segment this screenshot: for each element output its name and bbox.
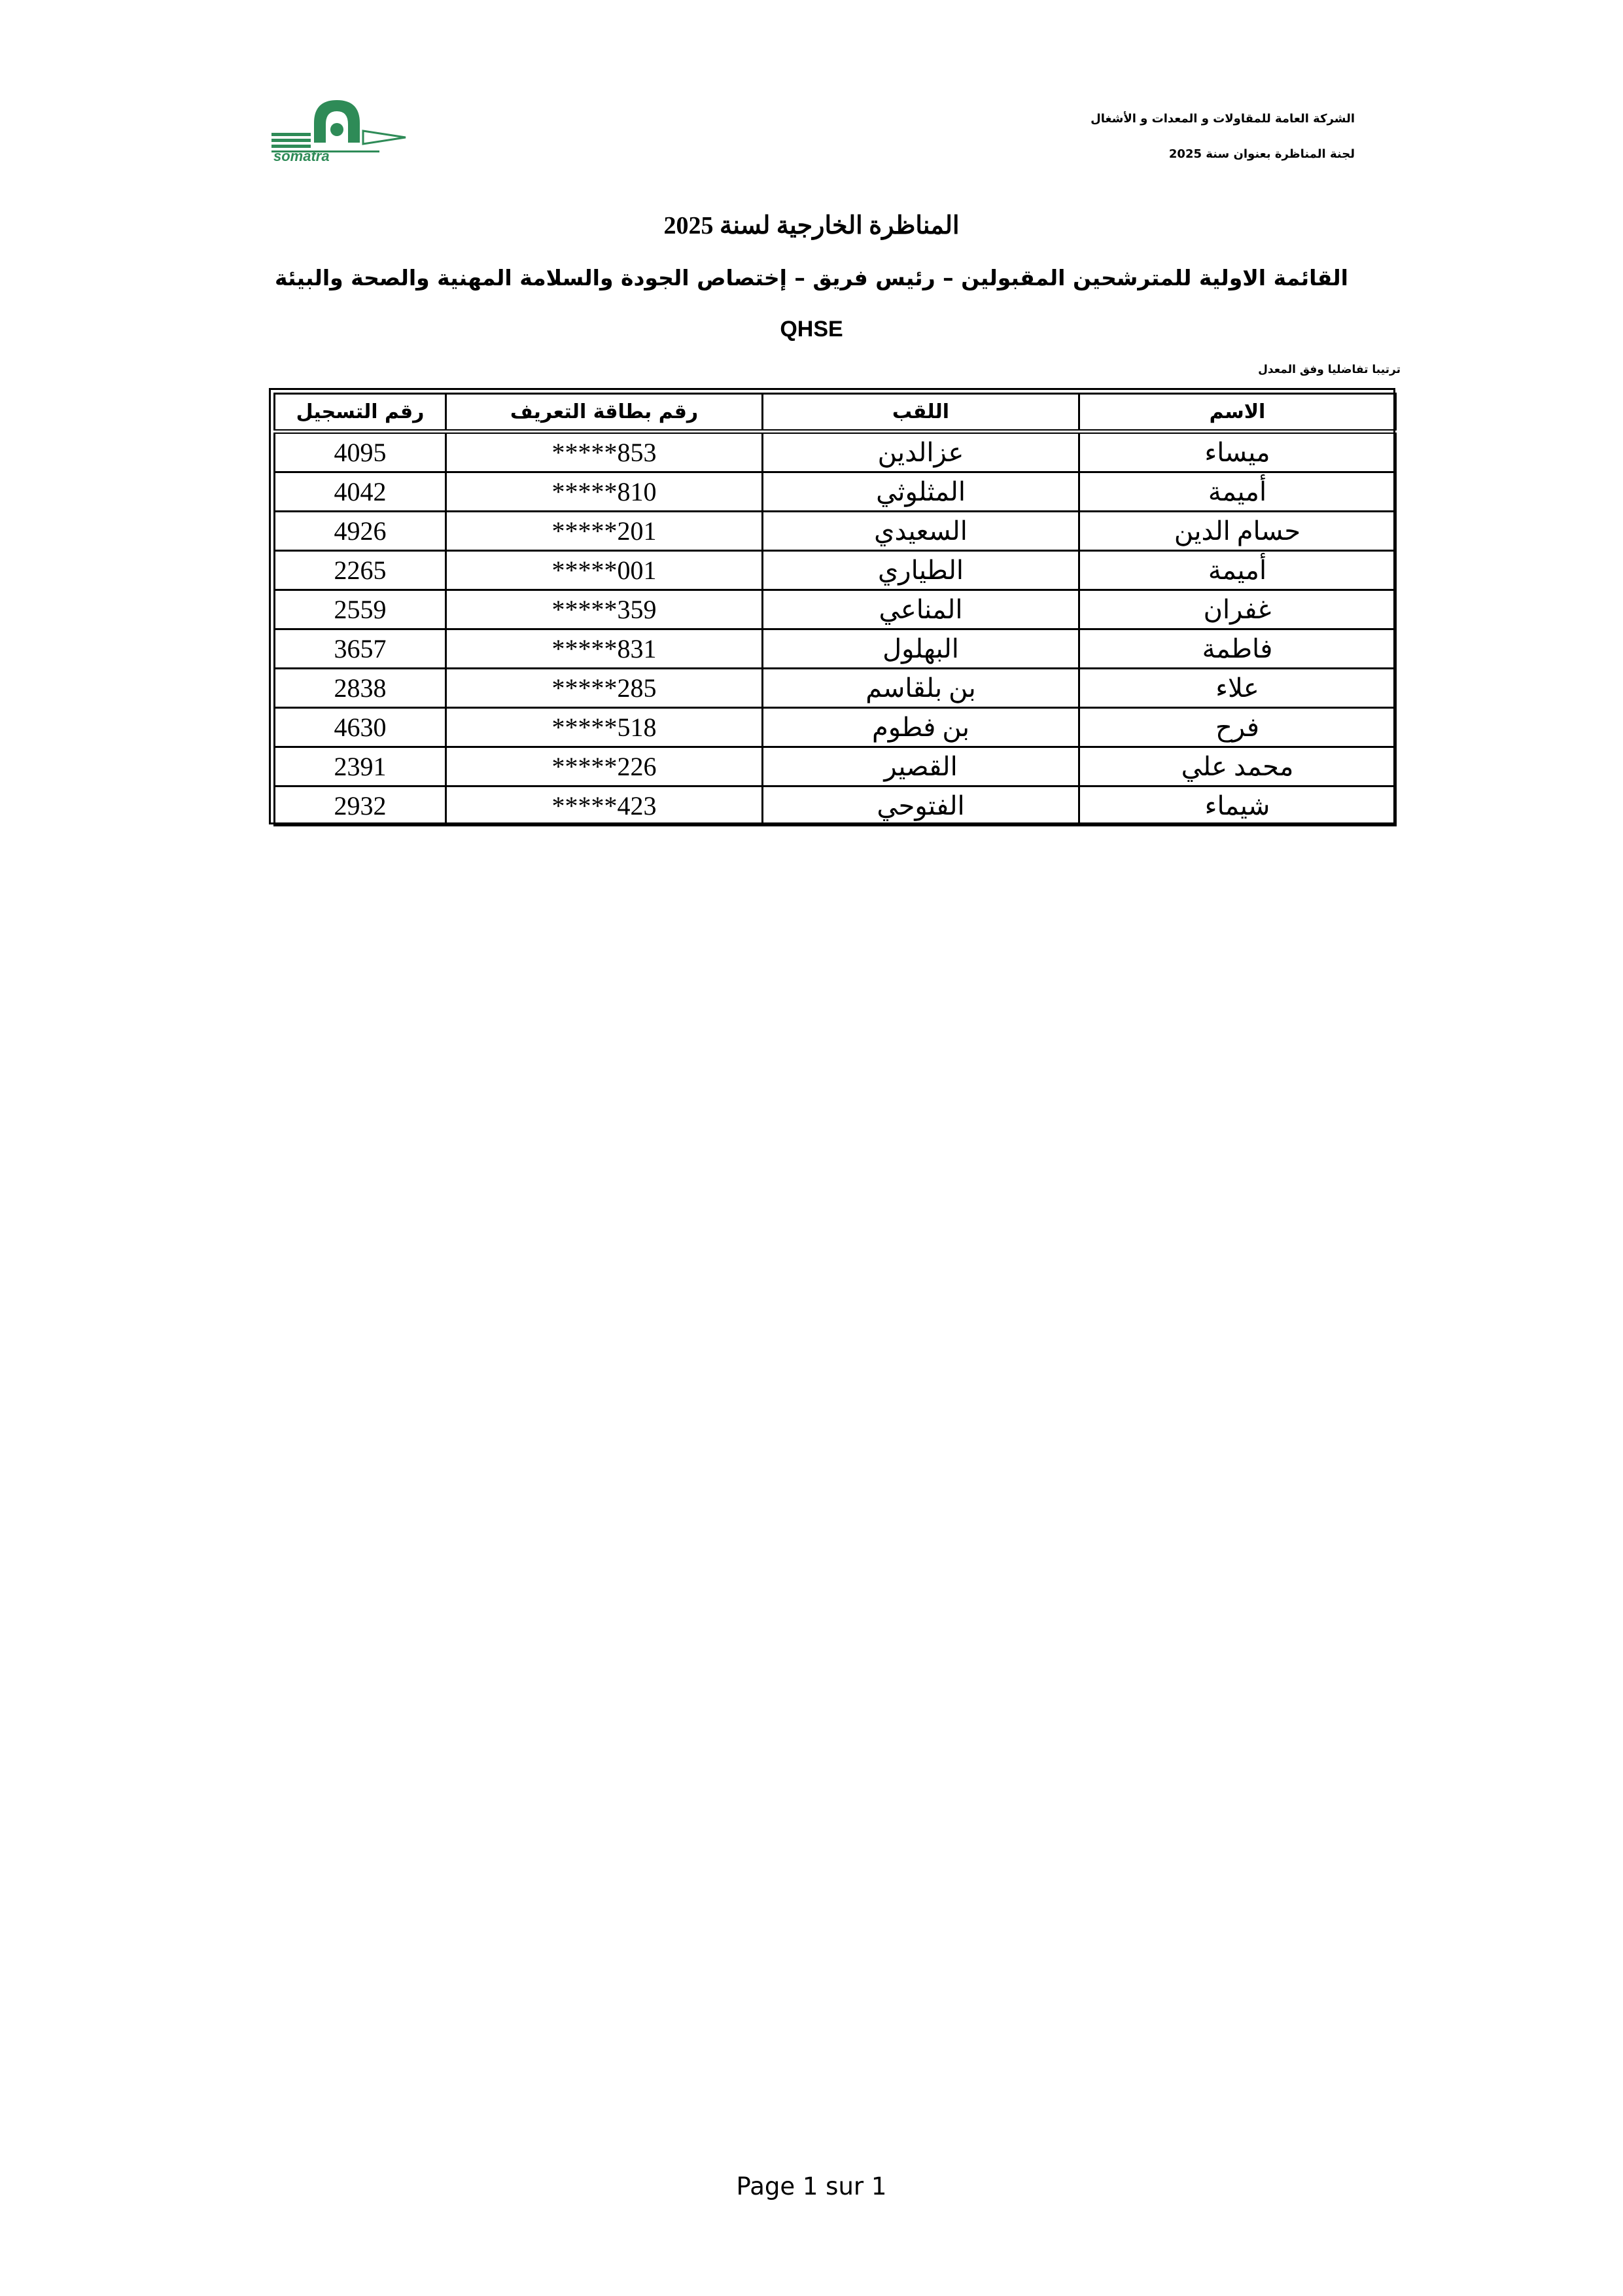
column-header-registration-number: رقم التسجيل [275,394,446,432]
somatra-logo-icon [268,97,409,162]
id-number-cell: *****001 [446,551,763,590]
id-number-cell: *****201 [446,512,763,551]
id-number-cell: *****226 [446,747,763,786]
page-number: Page 1 sur 1 [736,2172,887,2200]
registration-number-cell: 2265 [275,551,446,590]
last-name-cell: القصير [763,747,1079,786]
table-row [275,551,1396,590]
table-row [275,708,1396,747]
candidates-table-frame [269,388,1395,824]
table-row [275,432,1396,472]
first-name-cell: غفران [1079,590,1396,629]
company-logo [268,97,409,162]
registration-number-cell: 2838 [275,669,446,708]
registration-number-cell: 2932 [275,786,446,826]
last-name-cell: عزالدين [763,432,1079,472]
registration-number-cell: 4042 [275,472,446,512]
id-number-cell: *****518 [446,708,763,747]
committee-name: لجنة المناظرة بعنوان سنة 2025 [1168,147,1355,161]
first-name-cell: شيماء [1079,786,1396,826]
last-name-cell: الفتوحي [763,786,1079,826]
candidates-table [273,393,1397,826]
table-row [275,472,1396,512]
first-name-cell: ميساء [1079,432,1396,472]
page-title: المناظرة الخارجية لسنة 2025 [663,212,960,239]
registration-number-cell: 2559 [275,590,446,629]
first-name-cell: فاطمة [1079,629,1396,669]
first-name-cell: حسام الدين [1079,512,1396,551]
table-row [275,747,1396,786]
first-name-cell: محمد علي [1079,747,1396,786]
last-name-cell: بن فطوم [763,708,1079,747]
last-name-cell: المثلوثي [763,472,1079,512]
id-number-cell: *****853 [446,432,763,472]
table-row [275,590,1396,629]
first-name-cell: أميمة [1079,472,1396,512]
id-number-cell: *****423 [446,786,763,826]
table-row [275,669,1396,708]
last-name-cell: السعيدي [763,512,1079,551]
table-row [275,786,1396,826]
id-number-cell: *****810 [446,472,763,512]
last-name-cell: الطياري [763,551,1079,590]
company-name: الشركة العامة للمقاولات و المعدات و الأشغال [1091,112,1355,126]
last-name-cell: المناعي [763,590,1079,629]
id-number-cell: *****831 [446,629,763,669]
sort-note: ترتيبا تفاضليا وفق المعدل [1258,363,1401,376]
company-header [897,101,1355,172]
table-row [275,512,1396,551]
table-header-row [275,394,1396,432]
registration-number-cell: 4095 [275,432,446,472]
specialty-code: QHSE [780,317,843,342]
table-body [275,432,1396,826]
first-name-cell: أميمة [1079,551,1396,590]
first-name-cell: فرح [1079,708,1396,747]
column-header-id-number: رقم بطاقة التعريف [446,394,763,432]
registration-number-cell: 2391 [275,747,446,786]
id-number-cell: *****359 [446,590,763,629]
registration-number-cell: 4926 [275,512,446,551]
first-name-cell: علاء [1079,669,1396,708]
registration-number-cell: 4630 [275,708,446,747]
column-header-last-name: اللقب [763,394,1079,432]
column-header-first-name: الاسم [1079,394,1396,432]
svg-text:somatra: somatra [273,148,330,162]
last-name-cell: بن بلقاسم [763,669,1079,708]
page-subtitle: القائمة الاولية للمترشحين المقبولين – رئيس فريق – إختصاص الجودة والسلامة المهنية والصحة والبيئة [275,265,1348,291]
registration-number-cell: 3657 [275,629,446,669]
id-number-cell: *****285 [446,669,763,708]
table-row [275,629,1396,669]
last-name-cell: البهلول [763,629,1079,669]
